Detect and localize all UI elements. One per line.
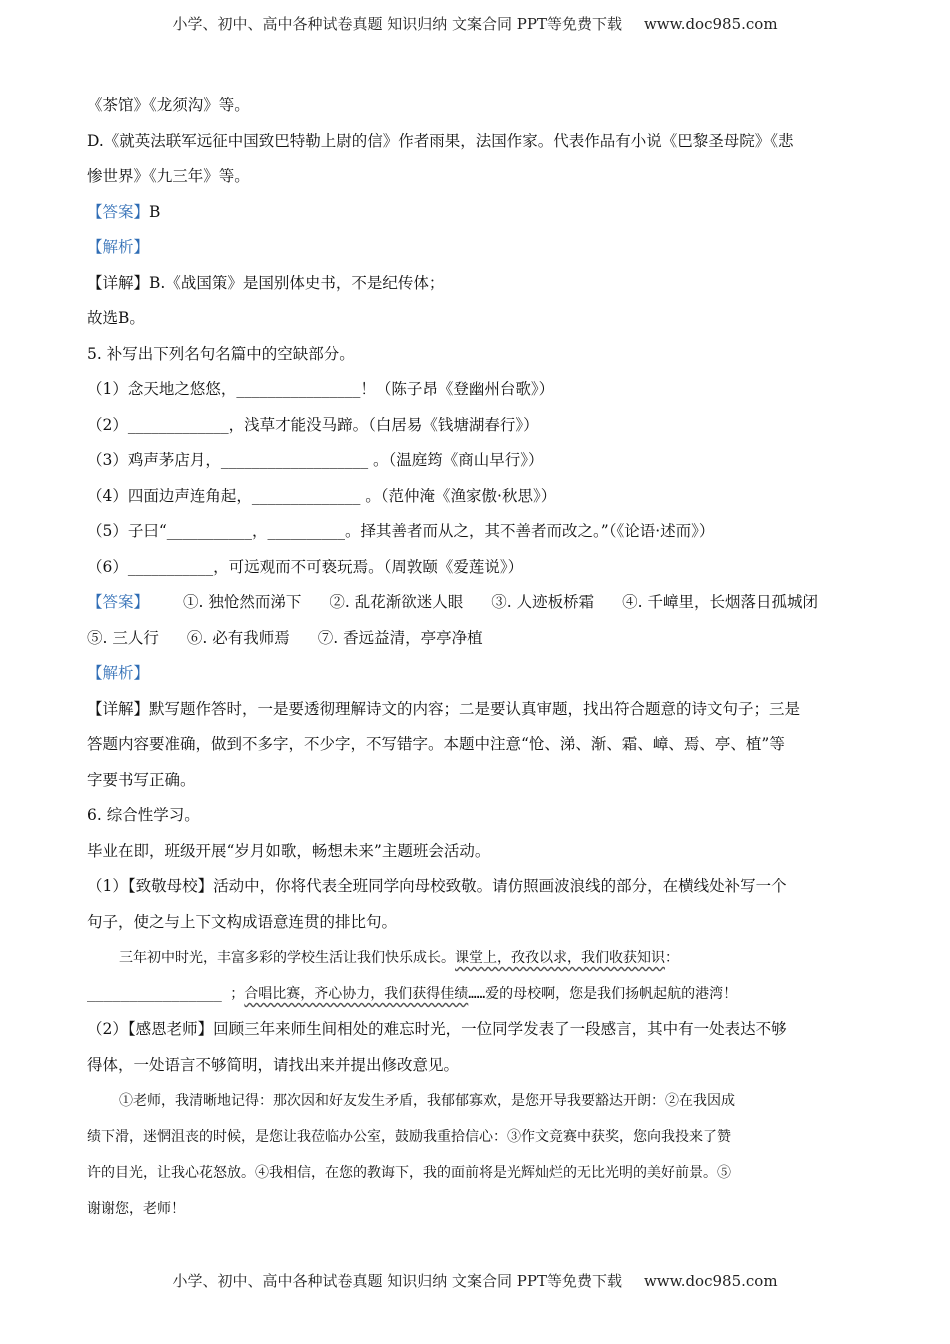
example-paragraph-line: [87, 976, 867, 1012]
text-line: （2）【感恩老师】回顾三年来师生间相处的难忘时光，一位同学发表了一段感言，其中有一处表达不够: [87, 1020, 787, 1038]
answer-options: [87, 621, 867, 657]
text-line: （1）念天地之悠悠，________________！（陈子昂《登幽州台歌》）: [87, 380, 555, 398]
example-text: ：: [665, 950, 679, 966]
header-text: 小学、初中、高中各种试卷真题 知识归纳 文案合同 PPT等免费下载: [172, 15, 622, 33]
answer-option: ⑤. 三人行: [87, 628, 159, 647]
page-footer: [0, 1270, 950, 1291]
text-line: 毕业在即，班级开展“岁月如歌，畅想未来”主题班会活动。: [87, 841, 491, 860]
wavy-underlined-text: 合唱比赛，齐心协力，我们获得佳绩: [244, 986, 469, 1002]
text-line: 《茶馆》《龙须沟》等。: [87, 96, 250, 114]
answer-option: ②. 乱花渐欲迷人眼: [329, 593, 464, 611]
answer-option: ⑥. 必有我师焉: [186, 628, 290, 647]
text-line: D.《就英法联军远征中国致巴特勒上尉的信》作者雨果，法国作家。代表作品有小说《巴黎圣母院》《悲: [87, 131, 794, 150]
speech-line: 谢谢您，老师！: [87, 1201, 185, 1217]
blank-field: ________________ ；: [87, 986, 245, 1002]
example-paragraph-line: [87, 940, 867, 976]
answer-line: [87, 195, 867, 231]
text-line: 句子，使之与上下文构成语意连贯的排比句。: [87, 912, 398, 931]
text-line: 【详解】B.《战国策》是国别体史书，不是纪传体；: [87, 273, 445, 292]
question-title: 5. 补写出下列名句名篇中的空缺部分。: [87, 344, 355, 363]
text-line: （5）子曰“___________，__________。择其善者而从之，其不善者而改之。”（《论语·述而》）: [87, 522, 715, 540]
speech-line: ①老师，我清晰地记得：那次因和好友发生矛盾，我郁郁寡欢，是您开导我要豁达开朗：②在我因成: [119, 1093, 735, 1109]
answer-tag: 【答案】: [87, 202, 150, 221]
header-url[interactable]: www.doc985.com: [643, 15, 778, 33]
analysis-tag: 【解析】: [87, 664, 150, 682]
answer-option: ④. 千嶂里，长烟落日孤城闭: [622, 593, 818, 611]
example-text: 三年初中时光，丰富多彩的学校生活让我们快乐成长。: [119, 950, 455, 966]
footer-url[interactable]: www.doc985.com: [643, 1272, 778, 1290]
answer-options: [87, 585, 867, 621]
text-line: （2）_____________，浅草才能没马蹄。（白居易《钱塘湖春行》）: [87, 415, 539, 434]
answer-text: B: [149, 202, 161, 221]
document-body: [87, 88, 867, 1227]
text-line: 字要书写正确。: [87, 770, 196, 789]
text-line: （4）四面边声连角起，______________ 。（范仲淹《渔家傲·秋思》）: [87, 486, 557, 505]
answer-option: ①. 独怆然而涕下: [183, 593, 302, 611]
text-line: 故选B。: [87, 309, 145, 327]
speech-line: 许的目光，让我心花怒放。④我相信，在您的教诲下，我的面前将是光辉灿烂的无比光明的美好前景。⑤: [87, 1165, 731, 1181]
text-line: 答题内容要准确，做到不多字，不少字，不写错字。本题中注意“怆、涕、渐、霜、嶂、焉、亭、植”等: [87, 735, 785, 753]
analysis-tag: 【解析】: [87, 238, 150, 256]
text-line: 【详解】默写题作答时，一是要透彻理解诗文的内容；二是要认真审题，找出符合题意的诗文句子；三是: [87, 699, 801, 718]
text-line: 惨世界》《九三年》等。: [87, 167, 250, 185]
page-header: [0, 13, 950, 34]
text-line: （1）【致敬母校】活动中，你将代表全班同学向母校致敬。请仿照画波浪线的部分，在横线处补写一个: [87, 877, 787, 895]
speech-line: 绩下滑，迷惘沮丧的时候，是您让我莅临办公室，鼓励我重拾信心：③作文竞赛中获奖，您向我投来了赞: [87, 1129, 731, 1145]
text-line: 得体，一处语言不够简明，请找出来并提出修改意见。: [87, 1055, 460, 1074]
example-text: ……爱的母校啊，您是我们扬帆起航的港湾！: [468, 986, 738, 1002]
footer-text: 小学、初中、高中各种试卷真题 知识归纳 文案合同 PPT等免费下载: [172, 1272, 622, 1290]
answer-tag: 【答案】: [87, 593, 150, 611]
question-title: 6. 综合性学习。: [87, 806, 200, 824]
answer-option: ③. 人迹板桥霜: [491, 593, 595, 611]
text-line: （3）鸡声茅店月，___________________ 。（温庭筠《商山早行》）: [87, 451, 544, 469]
wavy-underlined-text: 课堂上，孜孜以求，我们收获知识: [455, 950, 665, 966]
text-line: （6）___________，可远观而不可亵玩焉。（周敦颐《爱莲说》）: [87, 557, 524, 576]
answer-option: ⑦. 香远益清，亭亭净植: [317, 628, 483, 647]
